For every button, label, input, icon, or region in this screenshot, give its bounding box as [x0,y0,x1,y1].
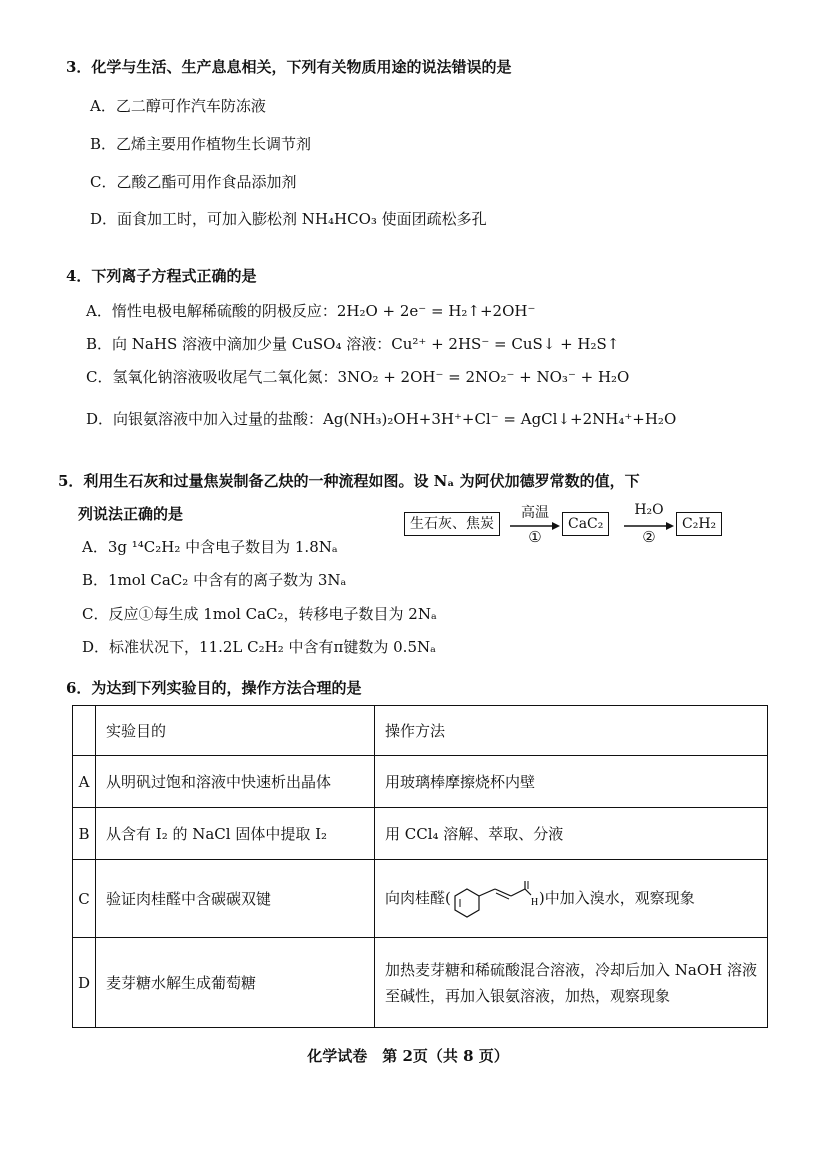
table-row [73,860,768,938]
flow-step-1-number: ① [528,528,542,546]
q3-option-b: B．乙烯主要用作植物生长调节剂 [90,135,312,153]
table-row [73,756,768,808]
table-row [73,938,768,1028]
row-purpose: 从明矾过饱和溶液中快速析出晶体 [96,756,375,808]
q4-option-d: D．向银氨溶液中加入过量的盐酸：Ag(NH₃)₂OH+3H⁺+Cl⁻ = AgCl↓+2NH₄⁺+H₂O [86,410,677,428]
q5-option-d: D．标准状况下，11.2L C₂H₂ 中含有π键数为 0.5Nₐ [82,638,436,656]
q6-stem: 6．为达到下列实验目的，操作方法合理的是 [66,679,362,697]
flow-condition-2: H₂O [634,502,664,518]
flow-box-reactants: 生石灰、焦炭 [404,512,500,536]
q5-option-c: C．反应①每生成 1mol CaC₂，转移电子数目为 2Nₐ [82,605,437,623]
page-footer: 化学试卷 第 2页（共 8 页） [307,1047,509,1065]
q4-option-b: B．向 NaHS 溶液中滴加少量 CuSO₄ 溶液：Cu²⁺ + 2HS⁻ = CuS↓ + H₂S↑ [86,335,620,353]
q4-stem: 4．下列离子方程式正确的是 [66,267,257,285]
q3-option-a: A．乙二醇可作汽车防冻液 [90,97,266,115]
row-purpose: 从含有 I₂ 的 NaCl 固体中提取 I₂ [96,808,375,860]
row-method [375,860,768,938]
table-header-row [73,706,768,756]
method-prefix: 向肉桂醛( [385,888,451,907]
method-suffix: )中加入溴水，观察现象 [538,888,695,907]
row-label: B [73,808,96,860]
flow-step-2-number: ② [642,528,656,546]
row-purpose: 麦芽糖水解生成葡萄糖 [96,938,375,1028]
row-purpose: 验证肉桂醛中含碳碳双键 [96,860,375,938]
q4-option-c: C．氢氧化钠溶液吸收尾气二氧化氮：3NO₂ + 2OH⁻ = 2NO₂⁻ + NO₃⁻ + H₂O [86,368,630,386]
q3-stem: 3．化学与生活、生产息息相关，下列有关物质用途的说法错误的是 [66,58,512,76]
reaction-flow-diagram [404,502,734,548]
flow-box-intermediate: CaC₂ [562,512,609,536]
row-label: D [73,938,96,1028]
row-label: C [73,860,96,938]
q5-stem-line2: 列说法正确的是 [78,505,184,523]
q5-option-a: A．3g ¹⁴C₂H₂ 中含电子数目为 1.8Nₐ [82,538,338,556]
cinnamaldehyde-structure-icon [451,879,539,919]
structure-h-label: H [530,896,539,908]
table-row [73,808,768,860]
q3-option-c: C．乙酸乙酯可用作食品添加剂 [90,173,297,191]
q4-option-a: A．惰性电极电解稀硫酸的阴极反应：2H₂O + 2e⁻ = H₂↑+2OH⁻ [86,302,536,320]
q5-option-b: B．1mol CaC₂ 中含有的离子数为 3Nₐ [82,571,347,589]
row-method: 加热麦芽糖和稀硫酸混合溶液，冷却后加入 NaOH 溶液至碱性，再加入银氨溶液，加热，观察现象 [375,938,768,1028]
flow-box-product: C₂H₂ [676,512,722,536]
table-header-method: 操作方法 [375,706,768,756]
table-header-purpose: 实验目的 [96,706,375,756]
experiment-table [72,705,768,1028]
row-label: A [73,756,96,808]
flow-condition-1: 高温 [521,505,549,521]
table-header-blank [73,706,96,756]
row-method: 用玻璃棒摩擦烧杯内壁 [375,756,768,808]
row-method: 用 CCl₄ 溶解、萃取、分液 [375,808,768,860]
q3-option-d: D．面食加工时，可加入膨松剂 NH₄HCO₃ 使面团疏松多孔 [90,210,487,228]
q5-stem-line1: 5．利用生石灰和过量焦炭制备乙炔的一种流程如图。设 Nₐ 为阿伏加德罗常数的值，下 [58,472,640,490]
